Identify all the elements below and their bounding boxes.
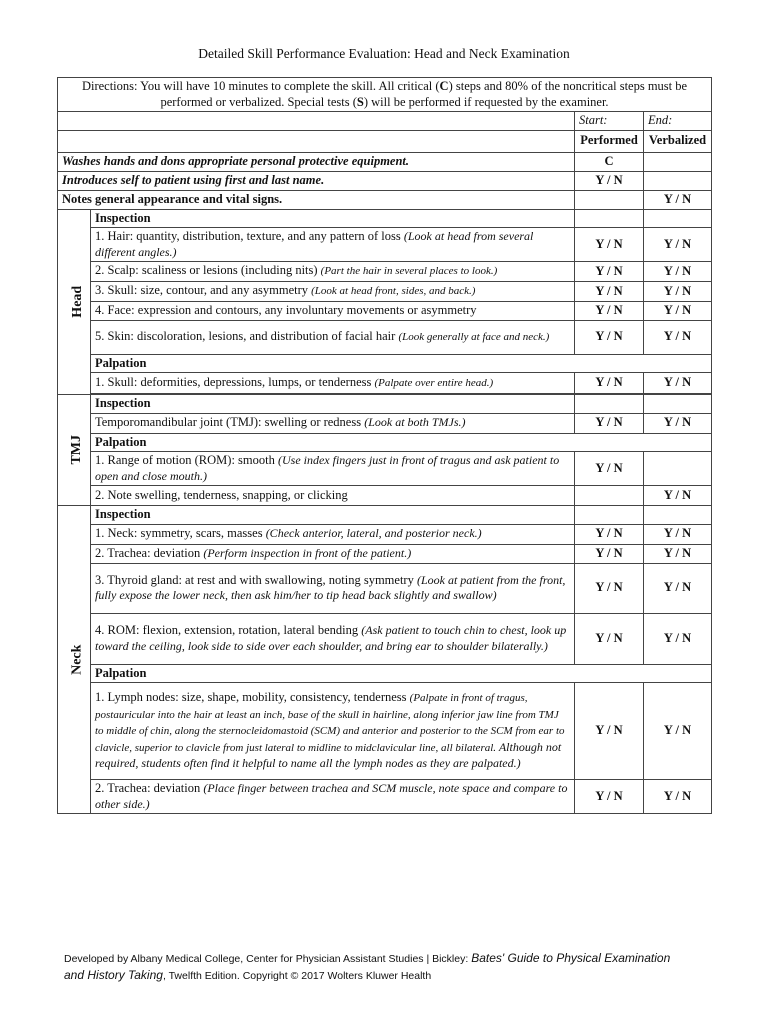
directions-row [58,78,712,112]
step-row [58,563,712,613]
step-row [58,228,712,262]
subheading-row [58,433,712,452]
step-text: 3. Skull: size, contour, and any asymmetry (Look at head front, sides, and back.) [91,282,575,302]
step-text: 2. Note swelling, tenderness, snapping, or clicking [91,486,575,506]
inspection-heading: Inspection [91,209,575,228]
verbalized-cell: Y / N [644,544,712,563]
step-text: 1. Lymph nodes: size, shape, mobility, consistency, tenderness (Palpate in front of tragus, postauricular into the hair at least an inch, base of the skull in hairline, along inferior jaw line from TMJ to middle of chin, along the sternocleidomastoid (SCM) and anterior and posterior to the SCM from ear to clavicle, superior to clavicle from just lateral to midline to midclavicular line, all bilateral. Although not required, students often find it helpful to name all the lymph nodes as they are palpated.) [91,683,575,780]
step-text: Temporomandibular joint (TMJ): swelling or redness (Look at both TMJs.) [91,413,575,433]
verbalized-cell: Y / N [644,613,712,664]
step-row [58,544,712,563]
performed-cell: Y / N [575,282,644,302]
performed-cell [575,190,644,209]
time-row [58,112,712,131]
performed-cell: Y / N [575,544,644,563]
verbalized-cell: Y / N [644,373,712,394]
step-text: 1. Skull: deformities, depressions, lumps, or tenderness (Palpate over entire head.) [91,373,575,394]
palpation-heading: Palpation [91,664,712,683]
section-label-head: Head [58,209,91,395]
step-text: Introduces self to patient using first and last name. [58,171,575,190]
verbalized-cell: Y / N [644,524,712,544]
step-row [58,613,712,664]
step-row [58,262,712,282]
palpation-heading: Palpation [91,354,712,373]
step-text: 1. Hair: quantity, distribution, texture, and any pattern of loss (Look at head from several different angles.) [91,228,575,262]
verbalized-cell: Y / N [644,262,712,282]
subheading-row [58,209,712,228]
performed-cell: Y / N [575,301,644,320]
step-row [58,452,712,486]
step-row [58,282,712,302]
inspection-heading: Inspection [91,395,575,414]
verbalized-cell [644,152,712,171]
general-row [58,152,712,171]
inspection-heading: Inspection [91,506,575,525]
verbalized-cell: Y / N [644,413,712,433]
footer-credit: Developed by Albany Medical College, Center for Physician Assistant Studies | Bickley: Bates' Guide to Physical Examination and History Taking, Twelfth Edition. Copyright © 2017 Wolters Kluwer Health [64,951,671,982]
step-text: 4. ROM: flexion, extension, rotation, lateral bending (Ask patient to touch chin to chest, look up toward the ceiling, look side to side over each shoulder, and bring ear to shoulder bilaterally.) [91,613,575,664]
step-text: 5. Skin: discoloration, lesions, and distribution of facial hair (Look generally at face and neck.) [91,320,575,354]
evaluation-table [57,77,712,814]
performed-header: Performed [575,130,644,152]
general-row [58,190,712,209]
step-row [58,780,712,814]
verbalized-cell: Y / N [644,282,712,302]
verbalized-cell: Y / N [644,320,712,354]
step-text: 3. Thyroid gland: at rest and with swallowing, noting symmetry (Look at patient from the front, fully expose the lower neck, then ask him/her to tip head back slightly and swallow) [91,563,575,613]
verbalized-cell: Y / N [644,190,712,209]
verbalized-cell: Y / N [644,301,712,320]
verbalized-cell: Y / N [644,563,712,613]
verbalized-cell: Y / N [644,683,712,780]
step-text: Washes hands and dons appropriate personal protective equipment. [58,152,575,171]
performed-cell: Y / N [575,262,644,282]
step-text: 2. Trachea: deviation (Place finger between trachea and SCM muscle, note space and compare to other side.) [91,780,575,814]
performed-cell: Y / N [575,452,644,486]
section-label-tmj: TMJ [58,395,91,506]
step-text: Notes general appearance and vital signs. [58,190,575,209]
end-label: End: [644,112,712,131]
performed-cell: Y / N [575,780,644,814]
step-row [58,373,712,394]
step-text: 1. Neck: symmetry, scars, masses (Check anterior, lateral, and posterior neck.) [91,524,575,544]
verbalized-header: Verbalized [644,130,712,152]
performed-cell: Y / N [575,683,644,780]
verbalized-cell [644,452,712,486]
verbalized-cell: Y / N [644,780,712,814]
step-row [58,301,712,320]
step-row [58,683,712,780]
subheading-row [58,664,712,683]
step-text: 2. Trachea: deviation (Perform inspection in front of the patient.) [91,544,575,563]
performed-cell: Y / N [575,228,644,262]
performed-cell: Y / N [575,413,644,433]
column-header-row [58,130,712,152]
step-text: 2. Scalp: scaliness or lesions (including nits) (Part the hair in several places to look.) [91,262,575,282]
verbalized-cell: Y / N [644,228,712,262]
performed-cell: Y / N [575,373,644,394]
step-row [58,486,712,506]
start-label: Start: [575,112,644,131]
step-row [58,413,712,433]
subheading-row [58,354,712,373]
performed-cell: Y / N [575,563,644,613]
performed-cell: Y / N [575,613,644,664]
verbalized-cell [644,171,712,190]
palpation-heading: Palpation [91,433,712,452]
performed-cell: C [575,152,644,171]
performed-cell: Y / N [575,524,644,544]
general-row [58,171,712,190]
directions: Directions: You will have 10 minutes to complete the skill. All critical (C) steps and 80% of the noncritical steps must be performed or verbalized. Special tests (S) will be performed if requested by the examiner. [58,78,712,112]
step-row [58,524,712,544]
performed-cell: Y / N [575,320,644,354]
performed-cell: Y / N [575,171,644,190]
step-text: 1. Range of motion (ROM): smooth (Use index fingers just in front of tragus and ask patient to open and close mouth.) [91,452,575,486]
subheading-row [58,395,712,414]
step-row [58,320,712,354]
step-text: 4. Face: expression and contours, any involuntary movements or asymmetry [91,301,575,320]
performed-cell [575,486,644,506]
verbalized-cell: Y / N [644,486,712,506]
document-title: Detailed Skill Performance Evaluation: Head and Neck Examination [198,46,570,61]
section-label-neck: Neck [58,506,91,814]
subheading-row [58,506,712,525]
